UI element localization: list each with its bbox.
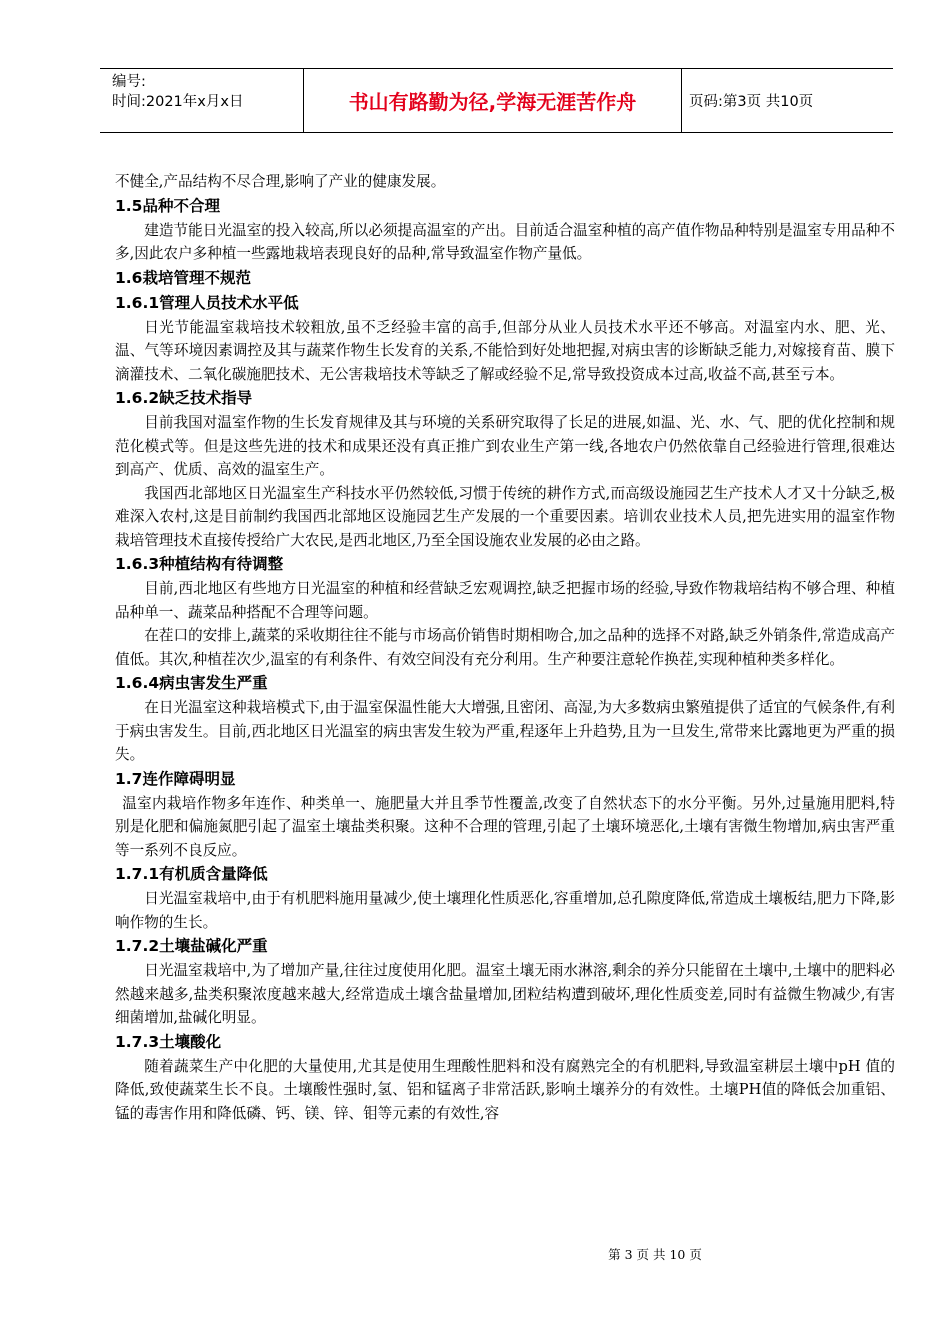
paragraph: 在茬口的安排上,蔬菜的采收期往往不能与市场高价销售时期相吻合,加之品种的选择不对路,缺乏外销条件,常造成高产值低。其次,种植茬次少,温室的有利条件、有效空间没有充分利用。生产种要注意轮作换茬,实现种植种类多样化。 (115, 627, 895, 668)
header-motto: 书山有路勤为径,学海无涯苦作舟 (304, 69, 682, 132)
page-footer: 第 3 页 共 10 页 (608, 1247, 702, 1262)
header-page-label: 页码:第3页 共10页 (689, 94, 814, 110)
section-heading: 1.7.1有机质含量降低 (115, 865, 268, 883)
paragraph: 目前我国对温室作物的生长发育规律及其与环境的关系研究取得了长足的进展,如温、光、水、气、肥的优化控制和规范化模式等。但是这些先进的技术和成果还没有真正推广到农业生产第一线,各地农户仍然依靠自己经验进行管理,很难达到高产、优质、高效的温室生产。 (115, 414, 895, 478)
time-label: 时间:2021年x月x日 (112, 94, 244, 110)
paragraph: 随着蔬菜生产中化肥的大量使用,尤其是使用生理酸性肥料和没有腐熟完全的有机肥料,导致温室耕层土壤中pH 值的降低,致使蔬菜生长不良。土壤酸性强时,氢、铝和锰离子非常活跃,影响土壤养分的有效性。土壤PH值的降低会加重铝、锰的毒害作用和降低磷、钙、镁、锌、钼等元素的有效性,容 (115, 1057, 895, 1122)
section-heading: 1.5品种不合理 (115, 196, 220, 215)
section-heading: 1.6栽培管理不规范 (115, 268, 251, 287)
section-heading: 1.6.1管理人员技术水平低 (115, 293, 299, 312)
section-heading: 1.6.3种植结构有待调整 (115, 555, 284, 573)
paragraph: 在日光温室这种栽培模式下,由于温室保温性能大大增强,且密闭、高湿,为大多数病虫繁殖提供了适宜的气候条件,有利于病虫害发生。目前,西北地区日光温室的病虫害发生较为严重,程逐年上升趋势,且为一旦发生,常带来比露地更为严重的损失。 (115, 699, 895, 763)
paragraph: 我国西北部地区日光温室生产科技水平仍然较低,习惯于传统的耕作方式,而高级设施园艺生产技术人才又十分缺乏,极难深入农村,这是目前制约我国西北部地区设施园艺生产发展的一个重要因素。培训农业技术人员,把先进实用的温室作物栽培管理技术直接传授给广大农民,是西北地区,乃至全国设施农业发展的必由之路。 (115, 484, 895, 549)
paragraph: 温室内栽培作物多年连作、种类单一、施肥量大并且季节性覆盖,改变了自然状态下的水分平衡。另外,过量施用肥料,特别是化肥和偏施氮肥引起了温室土壤盐类积聚。这种不合理的管理,引起了土壤环境恶化,土壤有害微生物增加,病虫害严重等一系列不良反应。 (115, 794, 895, 859)
header-meta (100, 69, 304, 132)
paragraph: 日光温室栽培中,由于有机肥料施用量减少,使土壤理化性质恶化,容重增加,总孔隙度降低,常造成土壤板结,肥力下降,影响作物的生长。 (115, 890, 895, 931)
section-heading: 1.6.4病虫害发生严重 (115, 674, 268, 692)
paragraph: 不健全,产品结构不尽合理,影响了产业的健康发展。 (115, 173, 446, 190)
section-heading: 1.7.2土壤盐碱化严重 (115, 937, 268, 955)
paragraph: 日光温室栽培中,为了增加产量,往往过度使用化肥。温室土壤无雨水淋溶,剩余的养分只能留在土壤中,土壤中的肥料必然越来越多,盐类积聚浓度越来越大,经常造成土壤含盐量增加,团粒结构遭到破坏,理化性质变差,同时有益微生物减少,有害细菌增加,盐碱化明显。 (115, 962, 895, 1026)
section-heading: 1.7连作障碍明显 (115, 769, 236, 788)
paragraph: 目前,西北地区有些地方日光温室的种植和经营缺乏宏观调控,缺乏把握市场的经验,导致作物栽培结构不够合理、种植品种单一、蔬菜品种搭配不合理等问题。 (115, 580, 895, 621)
section-heading: 1.7.3土壤酸化 (115, 1032, 222, 1051)
section-heading: 1.6.2缺乏技术指导 (115, 389, 253, 407)
number-label: 编号: (112, 74, 146, 90)
page-header (100, 68, 893, 133)
document-body (115, 170, 895, 1125)
paragraph: 建造节能日光温室的投入较高,所以必须提高温室的产出。目前适合温室种植的高产值作物品种特别是温室专用品种不多,因此农户多种植一些露地栽培表现良好的品种,常导致温室作物产量低。 (115, 221, 895, 262)
paragraph: 日光节能温室栽培技术较粗放,虽不乏经验丰富的高手,但部分从业人员技术水平还不够高。对温室内水、肥、光、温、气等环境因素调控及其与蔬菜作物生长发育的关系,不能恰到好处地把握,对病虫害的诊断缺乏能力,对嫁接育苗、膜下滴灌技术、二氧化碳施肥技术、无公害栽培技术等缺乏了解或经验不足,常导致投资成本过高,收益不高,甚至亏本。 (115, 318, 895, 383)
